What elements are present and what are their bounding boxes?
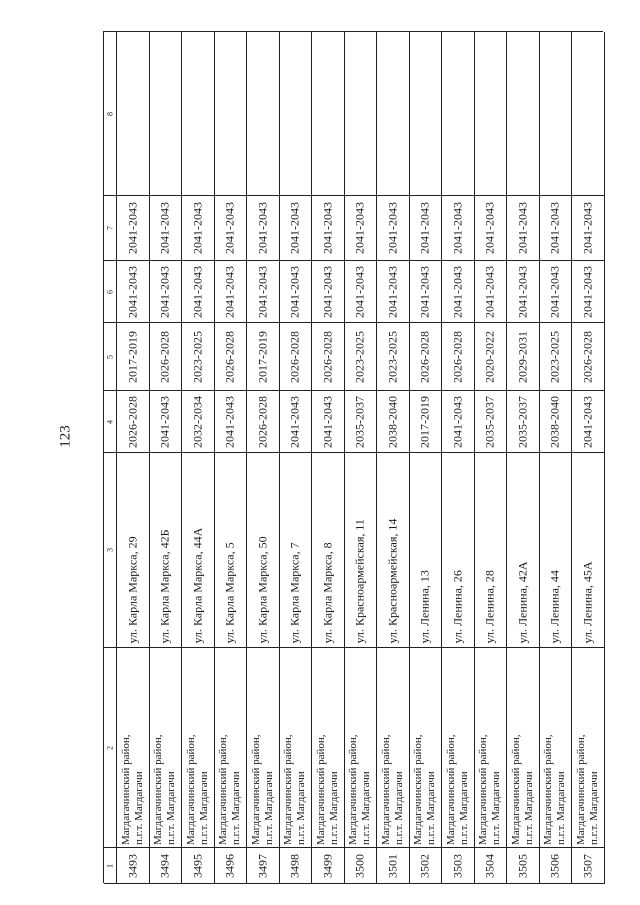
address-text: ул. Ленина, 13 (417, 570, 432, 644)
cell-c8 (572, 32, 605, 196)
cell-c8 (312, 32, 345, 196)
cell-id (507, 848, 540, 884)
row-number: 3497 (255, 853, 270, 878)
cell-c7 (572, 196, 605, 261)
cell-c4 (475, 391, 508, 453)
cell-c4 (572, 391, 605, 453)
period-value: 2041-2043 (547, 202, 562, 254)
cell-c4 (215, 391, 248, 453)
cell-c8 (377, 32, 410, 196)
cell-locality (345, 648, 378, 848)
header-cell (104, 391, 117, 453)
cell-id (117, 848, 150, 884)
district-name: Магдагачинский район, (444, 733, 457, 845)
period-value: 2035-2037 (482, 395, 497, 448)
settlement-name: п.г.т. Магдагачи (327, 770, 340, 845)
column-number: 4 (105, 419, 115, 424)
cell-locality (182, 648, 215, 848)
header-cell (104, 261, 117, 323)
settlement-name: п.г.т. Магдагачи (295, 770, 308, 845)
period-value: 2041-2043 (320, 395, 335, 448)
district-name: Магдагачинский район, (217, 733, 230, 845)
cell-c6 (377, 261, 410, 323)
cell-c4 (312, 391, 345, 453)
row-number: 3505 (515, 853, 530, 878)
period-value: 2026-2028 (255, 395, 270, 448)
table-row (572, 32, 605, 883)
period-value: 2041-2043 (580, 202, 595, 254)
cell-c8 (507, 32, 540, 196)
period-value: 2026-2028 (320, 330, 335, 383)
district-name: Магдагачинский район, (184, 733, 197, 845)
cell-c4 (280, 391, 313, 453)
address-text: ул. Карла Маркса, 8 (320, 542, 335, 644)
table-row (377, 32, 410, 883)
period-value: 2026-2028 (222, 330, 237, 383)
period-value: 2041-2043 (515, 265, 530, 318)
cell-c4 (442, 391, 475, 453)
cell-id (475, 848, 508, 884)
cell-address (410, 453, 443, 648)
cell-c6 (345, 261, 378, 323)
cell-address (150, 453, 183, 648)
period-value: 2041-2043 (287, 265, 302, 318)
cell-id (377, 848, 410, 884)
address-text: ул. Карла Маркса, 44А (190, 527, 205, 644)
cell-locality (280, 648, 313, 848)
cell-address (540, 453, 573, 648)
locality-text (282, 651, 308, 845)
cell-id (540, 848, 573, 884)
district-name: Магдагачинский район, (282, 733, 295, 845)
period-value: 2041-2043 (580, 395, 595, 448)
period-value: 2026-2028 (157, 330, 172, 383)
cell-c7 (150, 196, 183, 261)
cell-c8 (280, 32, 313, 196)
cell-c4 (377, 391, 410, 453)
header-cell (104, 323, 117, 391)
row-number: 3495 (190, 853, 205, 878)
district-name: Магдагачинский район, (249, 733, 262, 845)
address-text: ул. Ленина, 26 (450, 570, 465, 644)
period-value: 2029-2031 (515, 330, 530, 383)
header-row (104, 32, 117, 883)
row-number: 3496 (222, 853, 237, 878)
settlement-name: п.г.т. Магдагачи (425, 770, 438, 845)
cell-c7 (117, 196, 150, 261)
cell-locality (215, 648, 248, 848)
cell-c4 (540, 391, 573, 453)
period-value: 2041-2043 (157, 265, 172, 318)
table-row (410, 32, 443, 883)
period-value: 2032-2034 (190, 395, 205, 448)
cell-c8 (182, 32, 215, 196)
period-value: 2035-2037 (352, 395, 367, 448)
row-number: 3499 (320, 853, 335, 878)
period-value: 2041-2043 (385, 202, 400, 254)
locality-text (315, 651, 341, 845)
period-value: 2026-2028 (287, 330, 302, 383)
cell-c4 (182, 391, 215, 453)
cell-c7 (475, 196, 508, 261)
period-value: 2041-2043 (580, 265, 595, 318)
cell-c7 (215, 196, 248, 261)
locality-text (152, 651, 178, 845)
cell-c8 (410, 32, 443, 196)
table-row (182, 32, 215, 883)
cell-c6 (475, 261, 508, 323)
cell-c5 (215, 323, 248, 391)
cell-c5 (442, 323, 475, 391)
row-number: 3501 (385, 853, 400, 878)
period-value: 2041-2043 (125, 202, 140, 254)
period-value: 2041-2043 (417, 202, 432, 254)
settlement-name: п.г.т. Магдагачи (555, 770, 568, 845)
table-row (150, 32, 183, 883)
cell-c7 (345, 196, 378, 261)
cell-c8 (150, 32, 183, 196)
settlement-name: п.г.т. Магдагачи (392, 770, 405, 845)
settlement-name: п.г.т. Магдагачи (132, 770, 145, 845)
period-value: 2041-2043 (482, 202, 497, 254)
period-value: 2041-2043 (287, 395, 302, 448)
cell-c7 (540, 196, 573, 261)
period-value: 2041-2043 (417, 265, 432, 318)
period-value: 2041-2043 (320, 265, 335, 318)
header-cell (104, 848, 117, 884)
cell-c4 (117, 391, 150, 453)
cell-c6 (540, 261, 573, 323)
row-number: 3494 (157, 853, 172, 878)
address-text: ул. Карла Маркса, 42Б (157, 529, 172, 644)
district-name: Магдагачинский район, (379, 733, 392, 845)
header-cell (104, 196, 117, 261)
locality-text (120, 651, 146, 845)
cell-c5 (182, 323, 215, 391)
locality-text (510, 651, 536, 845)
period-value: 2026-2028 (450, 330, 465, 383)
table-row (117, 32, 150, 883)
column-number: 6 (105, 289, 115, 294)
settlement-name: п.г.т. Магдагачи (522, 770, 535, 845)
column-number: 7 (105, 226, 115, 230)
period-value: 2041-2043 (515, 202, 530, 254)
data-table (103, 31, 603, 883)
cell-address (572, 453, 605, 648)
cell-c4 (507, 391, 540, 453)
cell-c8 (117, 32, 150, 196)
address-text: ул. Карла Маркса, 50 (255, 536, 270, 644)
district-name: Магдагачинский район, (477, 733, 490, 845)
period-value: 2023-2025 (190, 330, 205, 383)
cell-locality (540, 648, 573, 848)
cell-c5 (247, 323, 280, 391)
settlement-name: п.г.т. Магдагачи (262, 770, 275, 845)
table-row (540, 32, 573, 883)
cell-c6 (410, 261, 443, 323)
cell-c6 (280, 261, 313, 323)
address-text: ул. Ленина, 45А (580, 561, 595, 644)
cell-c7 (247, 196, 280, 261)
period-value: 2041-2043 (450, 202, 465, 254)
locality-text (185, 651, 211, 845)
cell-id (410, 848, 443, 884)
district-name: Магдагачинский район, (509, 733, 522, 845)
cell-c7 (280, 196, 313, 261)
period-value: 2041-2043 (482, 265, 497, 318)
locality-text (575, 651, 601, 845)
cell-c6 (117, 261, 150, 323)
address-text: ул. Карла Маркса, 5 (222, 542, 237, 644)
period-value: 2041-2043 (222, 265, 237, 318)
row-number: 3498 (287, 853, 302, 878)
district-name: Магдагачинский район, (542, 733, 555, 845)
district-name: Магдагачинский район, (347, 733, 360, 845)
cell-c4 (410, 391, 443, 453)
period-value: 2023-2025 (547, 330, 562, 383)
row-number: 3500 (352, 853, 367, 878)
settlement-name: п.г.т. Магдагачи (490, 770, 503, 845)
district-name: Магдагачинский район, (574, 733, 587, 845)
period-value: 2023-2025 (352, 330, 367, 383)
cell-address (117, 453, 150, 648)
period-value: 2041-2043 (287, 202, 302, 254)
settlement-name: п.г.т. Магдагачи (360, 770, 373, 845)
cell-c6 (215, 261, 248, 323)
cell-c4 (247, 391, 280, 453)
cell-locality (117, 648, 150, 848)
cell-address (507, 453, 540, 648)
locality-text (445, 651, 471, 845)
cell-c7 (182, 196, 215, 261)
locality-text (250, 651, 276, 845)
settlement-name: п.г.т. Магдагачи (230, 770, 243, 845)
cell-c8 (247, 32, 280, 196)
cell-id (150, 848, 183, 884)
period-value: 2017-2019 (125, 330, 140, 383)
period-value: 2041-2043 (450, 265, 465, 318)
column-number: 1 (105, 863, 115, 868)
period-value: 2020-2022 (482, 330, 497, 383)
cell-c4 (345, 391, 378, 453)
period-value: 2041-2043 (320, 202, 335, 254)
settlement-name: п.г.т. Магдагачи (165, 770, 178, 845)
cell-c7 (507, 196, 540, 261)
cell-locality (312, 648, 345, 848)
address-text: ул. Красноармейская, 11 (352, 519, 367, 644)
period-value: 2041-2043 (352, 265, 367, 318)
cell-c6 (182, 261, 215, 323)
locality-text (542, 651, 568, 845)
period-value: 2017-2019 (417, 395, 432, 448)
address-text: ул. Ленина, 42А (515, 561, 530, 644)
cell-c6 (247, 261, 280, 323)
period-value: 2038-2040 (547, 395, 562, 448)
cell-c7 (312, 196, 345, 261)
settlement-name: п.г.т. Магдагачи (197, 770, 210, 845)
locality-text (347, 651, 373, 845)
table-row (442, 32, 475, 883)
row-number: 3493 (125, 853, 140, 878)
cell-c8 (475, 32, 508, 196)
cell-c5 (475, 323, 508, 391)
cell-id (182, 848, 215, 884)
cell-c6 (572, 261, 605, 323)
row-number: 3506 (547, 853, 562, 878)
row-number: 3503 (450, 853, 465, 878)
period-value: 2041-2043 (190, 202, 205, 254)
period-value: 2041-2043 (157, 202, 172, 254)
cell-address (312, 453, 345, 648)
cell-c6 (507, 261, 540, 323)
address-text: ул. Ленина, 28 (482, 570, 497, 644)
table-row (280, 32, 313, 883)
row-number: 3504 (482, 853, 497, 878)
cell-address (215, 453, 248, 648)
cell-c8 (345, 32, 378, 196)
period-value: 2041-2043 (190, 265, 205, 318)
address-text: ул. Ленина, 44 (547, 570, 562, 644)
period-value: 2041-2043 (352, 202, 367, 254)
period-value: 2041-2043 (547, 265, 562, 318)
cell-address (345, 453, 378, 648)
cell-c7 (442, 196, 475, 261)
cell-locality (442, 648, 475, 848)
period-value: 2026-2028 (417, 330, 432, 383)
cell-address (475, 453, 508, 648)
row-number: 3507 (580, 853, 595, 878)
column-number: 5 (105, 354, 115, 359)
cell-locality (150, 648, 183, 848)
locality-text (477, 651, 503, 845)
district-name: Магдагачинский район, (152, 733, 165, 845)
header-cell (104, 648, 117, 848)
cell-c5 (312, 323, 345, 391)
cell-address (442, 453, 475, 648)
cell-address (280, 453, 313, 648)
table-row (247, 32, 280, 883)
district-name: Магдагачинский район, (314, 733, 327, 845)
column-number: 3 (105, 548, 115, 552)
cell-id (345, 848, 378, 884)
cell-c8 (442, 32, 475, 196)
address-text: ул. Карла Маркса, 29 (125, 536, 140, 644)
column-number: 8 (105, 111, 115, 116)
cell-c5 (150, 323, 183, 391)
cell-locality (572, 648, 605, 848)
table-row (215, 32, 248, 883)
cell-c5 (345, 323, 378, 391)
cell-c5 (507, 323, 540, 391)
cell-locality (507, 648, 540, 848)
cell-c8 (215, 32, 248, 196)
cell-address (247, 453, 280, 648)
cell-c5 (410, 323, 443, 391)
district-name: Магдагачинский район, (119, 733, 132, 845)
address-text: ул. Карла Маркса, 7 (287, 542, 302, 644)
cell-c8 (540, 32, 573, 196)
period-value: 2023-2025 (385, 330, 400, 383)
period-value: 2041-2043 (385, 265, 400, 318)
header-cell (104, 32, 117, 196)
column-number: 2 (105, 745, 115, 750)
cell-id (572, 848, 605, 884)
cell-c7 (377, 196, 410, 261)
cell-locality (475, 648, 508, 848)
cell-locality (247, 648, 280, 848)
period-value: 2041-2043 (450, 395, 465, 448)
district-name: Магдагачинский район, (412, 733, 425, 845)
cell-id (280, 848, 313, 884)
page-number: 123 (57, 425, 74, 448)
period-value: 2041-2043 (125, 265, 140, 318)
period-value: 2038-2040 (385, 395, 400, 448)
cell-address (377, 453, 410, 648)
cell-c7 (410, 196, 443, 261)
settlement-name: п.г.т. Магдагачи (457, 770, 470, 845)
row-number: 3502 (417, 853, 432, 878)
period-value: 2017-2019 (255, 330, 270, 383)
table-row (507, 32, 540, 883)
cell-c5 (540, 323, 573, 391)
period-value: 2041-2043 (222, 202, 237, 254)
table-row (312, 32, 345, 883)
period-value: 2026-2028 (580, 330, 595, 383)
header-cell (104, 453, 117, 648)
cell-c5 (280, 323, 313, 391)
locality-text (217, 651, 243, 845)
locality-text (412, 651, 438, 845)
cell-c6 (442, 261, 475, 323)
cell-id (215, 848, 248, 884)
table-row (345, 32, 378, 883)
cell-c6 (150, 261, 183, 323)
period-value: 2026-2028 (125, 395, 140, 448)
cell-c5 (377, 323, 410, 391)
period-value: 2041-2043 (157, 395, 172, 448)
period-value: 2041-2043 (255, 202, 270, 254)
cell-id (247, 848, 280, 884)
table-row (475, 32, 508, 883)
cell-locality (410, 648, 443, 848)
settlement-name: п.г.т. Магдагачи (587, 770, 600, 845)
locality-text (380, 651, 406, 845)
cell-c6 (312, 261, 345, 323)
cell-c4 (150, 391, 183, 453)
cell-id (312, 848, 345, 884)
cell-id (442, 848, 475, 884)
cell-c5 (117, 323, 150, 391)
address-text: ул. Красноармейская, 14 (385, 518, 400, 644)
cell-locality (377, 648, 410, 848)
period-value: 2041-2043 (255, 265, 270, 318)
cell-c5 (572, 323, 605, 391)
period-value: 2041-2043 (222, 395, 237, 448)
period-value: 2035-2037 (515, 395, 530, 448)
cell-address (182, 453, 215, 648)
